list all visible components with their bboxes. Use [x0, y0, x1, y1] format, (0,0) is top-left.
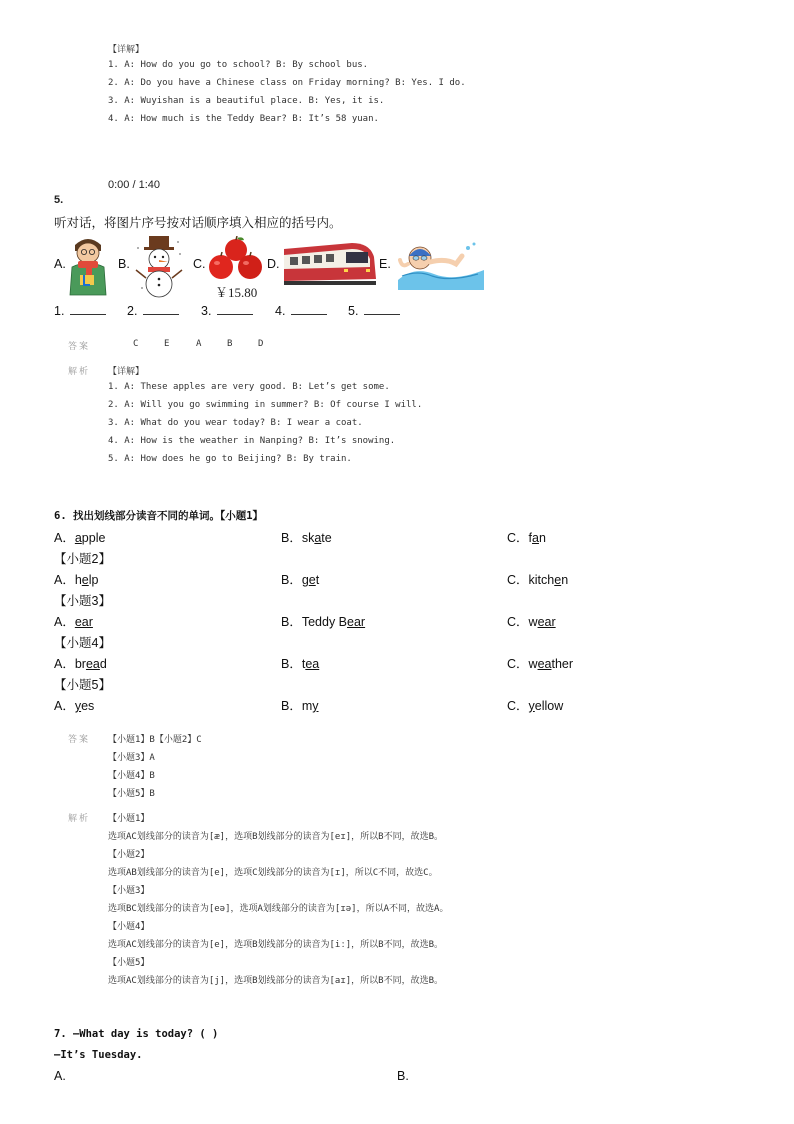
q6-subquestion-label: 【小题5】: [54, 678, 111, 692]
option-a-label: A.: [54, 257, 66, 271]
q5-number: 5.: [54, 194, 64, 206]
blank-2-label: 2.: [127, 304, 138, 318]
option-d-label: D.: [267, 257, 280, 271]
option-text: w: [528, 657, 538, 671]
q6-analysis-line: 选项AC划线部分的读音为[j]，选项B划线部分的读音为[aɪ]，所以B不同，故选B。: [108, 976, 444, 986]
underlined-letters: ear: [537, 615, 556, 629]
q6-answer-line: 【小题5】B: [108, 789, 155, 799]
blank-4-label: 4.: [275, 304, 286, 318]
q6-analysis-line: 【小题1】: [108, 814, 150, 824]
underlined-letters: a: [74, 531, 82, 545]
q4-explain-line: 2. A: Do you have a Chinese class on Friday morning? B: Yes. I do.: [108, 78, 466, 88]
q5-explain-line: 4. A: How is the weather in Nanping? B: It’s snowing.: [108, 436, 396, 446]
blank-1-line[interactable]: [70, 303, 106, 315]
q7-question: 7. —What day is today? ( ): [54, 1028, 219, 1040]
option-text: sk: [301, 531, 315, 545]
underlined-letters: y: [74, 699, 82, 713]
blank-4[interactable]: [275, 303, 327, 318]
underlined-letters: y: [528, 699, 535, 713]
option-text: B．: [281, 699, 302, 713]
q6-analysis-line: 【小题2】: [108, 850, 150, 860]
q5-answer-5: D: [258, 339, 264, 349]
underlined-letters: ear: [74, 615, 93, 629]
q6-analysis-line: 选项AB划线部分的读音为[e]，选项C划线部分的读音为[ɪ]，所以C不同，故选C。: [108, 868, 438, 878]
option-text: kitch: [528, 573, 555, 587]
q6-option-b[interactable]: [281, 528, 332, 546]
underlined-letters: ea: [537, 657, 552, 671]
option-text: C．: [507, 573, 529, 587]
option-text: C．: [507, 531, 529, 545]
option-text: h: [74, 573, 82, 587]
q5-explain-line: 2. A: Will you go swimming in summer? B: Of course I will.: [108, 400, 423, 410]
apples-image: [206, 236, 266, 282]
option-c-label: C.: [193, 257, 206, 271]
option-text: A．: [54, 615, 75, 629]
blank-3[interactable]: [201, 303, 253, 318]
q6-option-b[interactable]: [281, 654, 319, 672]
q6-option-a[interactable]: [54, 528, 105, 546]
option-text: B．: [281, 531, 302, 545]
q6-option-c[interactable]: [507, 696, 563, 714]
option-text: t: [315, 573, 320, 587]
blank-4-line[interactable]: [291, 303, 327, 315]
audio-time[interactable]: 0:00 / 1:40: [108, 179, 160, 191]
underlined-letters: ear: [347, 615, 366, 629]
blank-2[interactable]: [127, 303, 179, 318]
underlined-letters: ea: [85, 657, 100, 671]
q6-analysis-line: 选项BC划线部分的读音为[eə]，选项A划线部分的读音为[ɪə]，所以A不同，故选A。: [108, 904, 449, 914]
q5-answer-1: C: [133, 339, 139, 349]
q6-analysis-line: 选项AC划线部分的读音为[æ]，选项B划线部分的读音为[eɪ]，所以B不同，故选B。: [108, 832, 444, 842]
q7-option-b[interactable]: B.: [397, 1069, 409, 1083]
option-text: B．: [281, 573, 302, 587]
option-text: B．: [281, 615, 302, 629]
option-text: A．: [54, 699, 75, 713]
q6-answer-line: 【小题4】B: [108, 771, 155, 781]
blank-2-line[interactable]: [143, 303, 179, 315]
q7-reply: —It’s Tuesday.: [54, 1049, 143, 1061]
option-text: f: [528, 531, 533, 545]
underlined-letters: e: [81, 573, 89, 587]
q6-analysis-line: 【小题5】: [108, 958, 150, 968]
answer-label: 答案: [68, 342, 91, 352]
q6-subquestion-label: 【小题4】: [54, 636, 111, 650]
q6-option-c[interactable]: [507, 612, 556, 630]
option-text: ther: [551, 657, 574, 671]
underlined-letters: e: [308, 573, 316, 587]
option-e-label: E.: [379, 257, 391, 271]
option-text: A．: [54, 531, 75, 545]
q6-option-a[interactable]: [54, 696, 94, 714]
option-text: d: [99, 657, 107, 671]
option-b-label: B.: [118, 257, 130, 271]
boy-coat-image: [66, 233, 110, 297]
q6-answer-label: 答案: [68, 735, 91, 745]
train-image: [282, 239, 378, 287]
q6-subquestion-label: 【小题3】: [54, 594, 111, 608]
option-text: m: [301, 699, 313, 713]
q6-option-b[interactable]: [281, 612, 365, 630]
q6-subquestion-label: 【小题2】: [54, 552, 111, 566]
option-text: w: [528, 615, 538, 629]
option-text: A．: [54, 573, 75, 587]
blank-3-line[interactable]: [217, 303, 253, 315]
q6-option-b[interactable]: [281, 696, 319, 714]
q4-explain-header: 【详解】: [108, 45, 145, 55]
blank-1[interactable]: [54, 303, 106, 318]
underlined-letters: e: [554, 573, 562, 587]
option-text: C．: [507, 615, 529, 629]
q6-analysis-label: 解析: [68, 814, 91, 824]
option-text: pple: [81, 531, 106, 545]
q5-answer-3: A: [196, 339, 202, 349]
option-text: Teddy B: [301, 615, 348, 629]
option-text: g: [301, 573, 309, 587]
option-text: A．: [54, 657, 75, 671]
q5-explain-line: 3. A: What do you wear today? B: I wear a coat.: [108, 418, 363, 428]
option-text: C．: [507, 657, 529, 671]
q4-explain-line: 4. A: How much is the Teddy Bear? B: It’s 58 yuan.: [108, 114, 379, 124]
blank-5-line[interactable]: [364, 303, 400, 315]
price-tag: ￥15.80: [215, 285, 258, 300]
q6-answer-line: 【小题1】B【小题2】C: [108, 735, 202, 745]
q6-answer-line: 【小题3】A: [108, 753, 155, 763]
q7-option-a[interactable]: A.: [54, 1069, 66, 1083]
analysis-label: 解析: [68, 367, 91, 377]
q6-analysis-line: 【小题4】: [108, 922, 150, 932]
option-text: n: [538, 531, 546, 545]
option-text: n: [561, 573, 569, 587]
option-text: es: [81, 699, 95, 713]
option-text: t: [301, 657, 306, 671]
q6-option-b[interactable]: [281, 570, 319, 588]
q6-option-c[interactable]: [507, 654, 573, 672]
option-text: te: [321, 531, 332, 545]
blank-5-label: 5.: [348, 304, 359, 318]
snowman-image: [132, 234, 186, 298]
option-text: C．: [507, 699, 529, 713]
q6-title: 6. 找出划线部分读音不同的单词。【小题1】: [54, 510, 264, 522]
q6-analysis-line: 【小题3】: [108, 886, 150, 896]
q4-explain-line: 3. A: Wuyishan is a beautiful place. B: Yes, it is.: [108, 96, 385, 106]
underlined-letters: y: [312, 699, 319, 713]
blank-1-label: 1.: [54, 304, 65, 318]
q6-option-a[interactable]: [54, 654, 107, 672]
q6-option-a[interactable]: [54, 570, 98, 588]
q6-option-c[interactable]: [507, 570, 568, 588]
underlined-letters: ea: [305, 657, 320, 671]
q5-explain-line: 5. A: How does he go to Beijing? B: By train.: [108, 454, 352, 464]
option-text: B．: [281, 657, 302, 671]
q5-explain-header: 【详解】: [108, 367, 145, 377]
option-text: ellow: [534, 699, 564, 713]
underlined-letters: a: [314, 531, 322, 545]
swimmer-image: [394, 236, 486, 290]
blank-3-label: 3.: [201, 304, 212, 318]
option-text: br: [74, 657, 86, 671]
q5-answer-4: B: [227, 339, 233, 349]
blank-5[interactable]: [348, 303, 400, 318]
q6-option-c[interactable]: [507, 528, 546, 546]
q6-option-a[interactable]: [54, 612, 93, 630]
q6-analysis-line: 选项AC划线部分的读音为[e]，选项B划线部分的读音为[iː]，所以B不同，故选B。: [108, 940, 444, 950]
q4-explain-line: 1. A: How do you go to school? B: By school bus.: [108, 60, 369, 70]
q5-answer-2: E: [164, 339, 170, 349]
q5-explain-line: 1. A: These apples are very good. B: Let’s get some.: [108, 382, 390, 392]
underlined-letters: a: [532, 531, 539, 545]
option-text: lp: [88, 573, 99, 587]
q5-instruction: 听对话，将图片序号按对话顺序填入相应的括号内。: [54, 216, 342, 230]
